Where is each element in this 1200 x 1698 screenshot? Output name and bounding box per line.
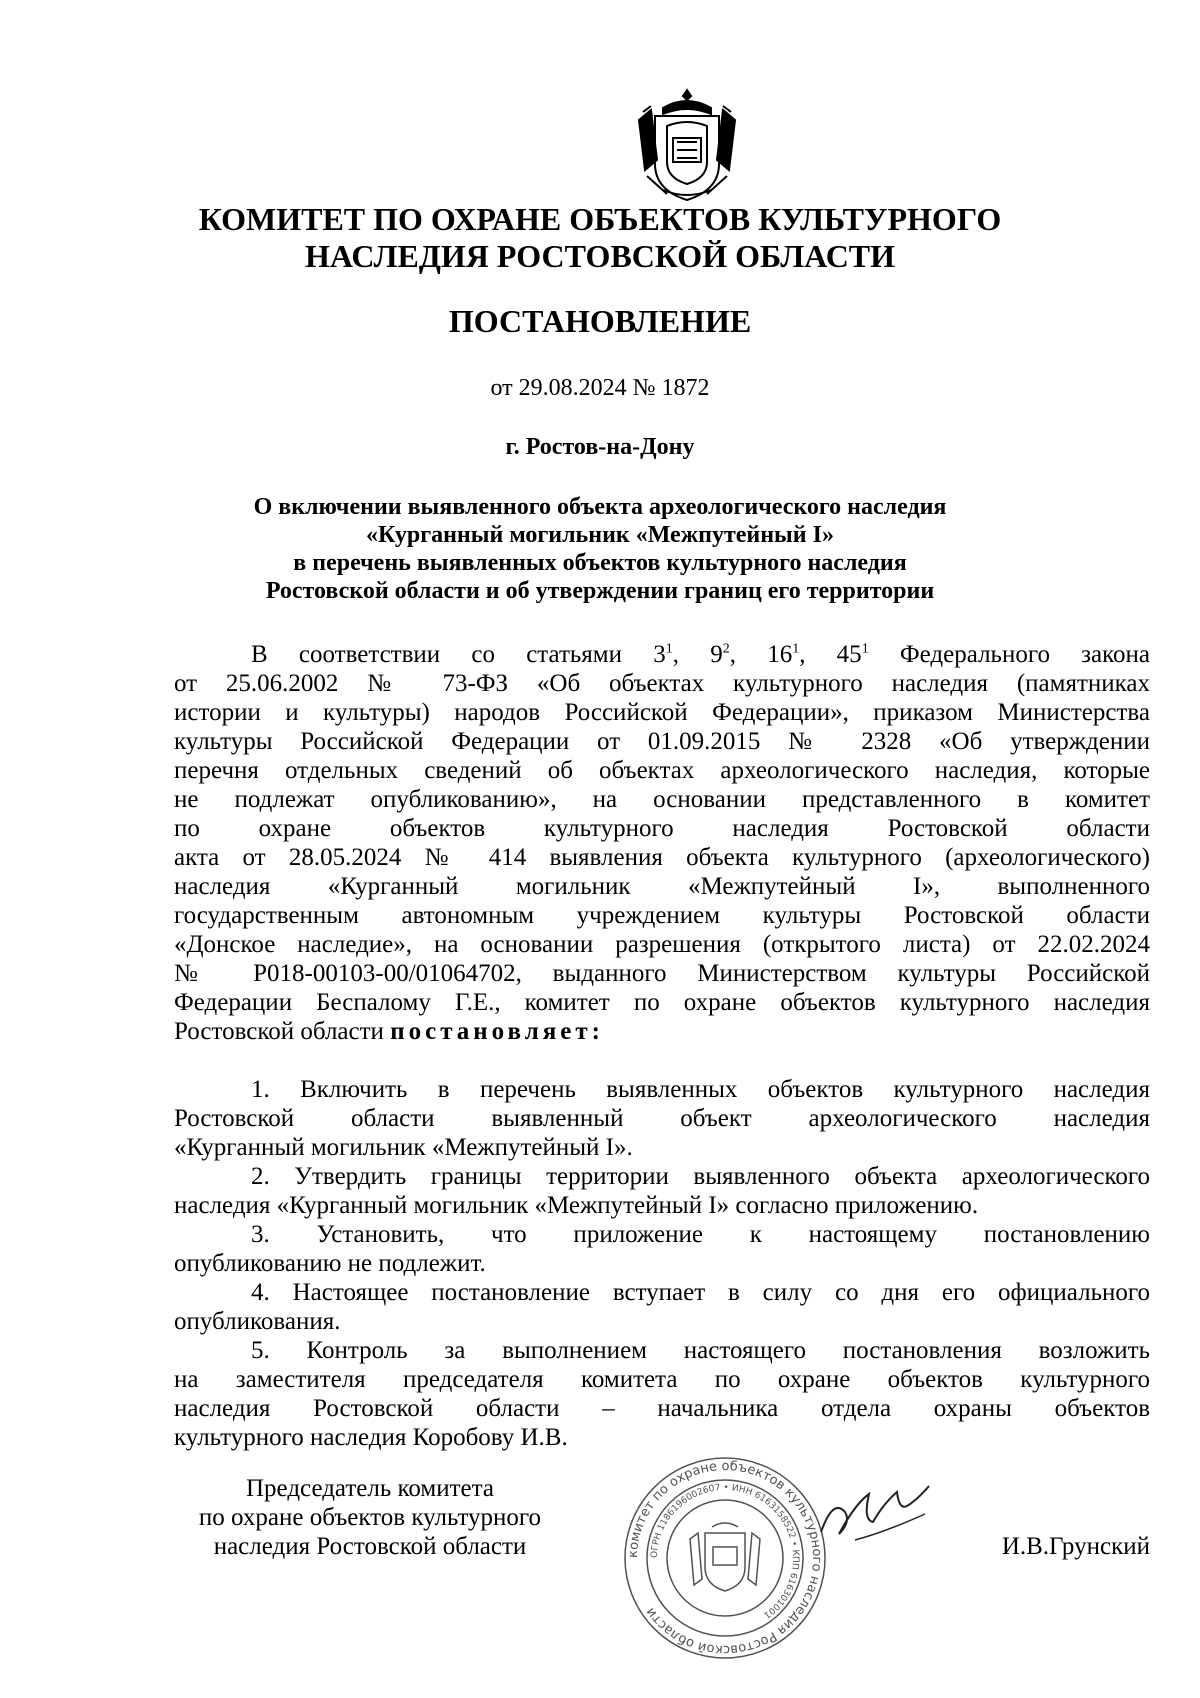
svg-text:ОГРН 1186196002607 • ИНН 61631 [650,1483,800,1620]
preamble-line: истории и культуры) народов Российской Федерации», приказом Министерства [174,699,1150,726]
preamble-line: культуры Российской Федерации от 01.09.2015 № 2328 «Об утверждении [174,728,1150,755]
organization-name-line2: НАСЛЕДИЯ РОСТОВСКОЙ ОБЛАСТИ [304,238,896,274]
preamble-line: № Р018-00103-00/01064702, выданного Министерством культуры Российской [174,960,1150,987]
preamble-line: наследия «Курганный могильник «Межпутейный I», выполненного [174,873,1150,900]
handwritten-signature [815,1470,945,1560]
item-line: 4. Настоящее постановление вступает в силу со дня его официального [251,1279,1150,1306]
signatory-position-line: по охране объектов культурного [198,1504,542,1531]
preamble-text: , 16 [729,641,793,668]
organization-name-line1: КОМИТЕТ ПО ОХРАНЕ ОБЪЕКТОВ КУЛЬТУРНОГО [198,201,1002,237]
preamble-line: государственным автономным учреждением культуры Ростовской области [174,902,1150,929]
preamble-line: «Донское наследие», на основании разрешения (открытого листа) от 22.02.2024 [174,931,1150,958]
preamble-line [251,640,1150,670]
document-title-line: «Курганный могильник «Межпутейный I» [366,522,834,548]
preamble-line: акта от 28.05.2024 № 414 выявления объекта культурного (археологического) [174,844,1150,871]
preamble-text: , 45 [799,641,862,668]
preamble-line: перечня отдельных сведений об объектах археологического наследия, которые [174,757,1150,784]
item-line: опубликованию не подлежит. [174,1250,486,1277]
official-stamp [622,1455,828,1661]
preamble-text: Ростовской области [174,1018,391,1045]
article-superscript: 1 [861,641,869,657]
article-superscript: 1 [665,641,673,657]
document-city: г. Ростов-на-Дону [505,434,695,460]
article-superscript: 2 [722,641,730,657]
preamble-text: , 9 [672,641,723,668]
coat-of-arms-emblem [633,86,741,204]
preamble-line: от 25.06.2002 № 73-ФЗ «Об объектах культурного наследия (памятниках [174,670,1150,697]
preamble-line: не подлежат опубликованию», на основании представленного в комитет [174,786,1150,813]
item-line: «Курганный могильник «Межпутейный I». [174,1134,633,1161]
document-type: ПОСТАНОВЛЕНИЕ [448,303,752,339]
document-date-number: от 29.08.2024 № 1872 [490,375,710,401]
document-title-line: Ростовской области и об утверждении границ его территории [265,578,935,604]
article-superscript: 1 [792,641,800,657]
item-line: наследия «Курганный могильник «Межпутейный I» согласно приложению. [174,1192,979,1219]
preamble-line: по охране объектов культурного наследия Ростовской области [174,815,1150,842]
preamble-line: Федерации Беспалому Г.Е., комитет по охране объектов культурного наследия [174,989,1150,1016]
item-line: наследия Ростовской области – начальника отдела охраны объектов [174,1395,1150,1422]
preamble-text: Федерального закона [868,641,1150,668]
stamp-codes-text: ОГРН 1186196002607 • ИНН 6163158522 • КПП 616301001 [649,1482,801,1620]
stamp-outer-text: комитет по охране объектов культурного наследия Ростовской области [625,1458,825,1658]
signatory-position-line: Председатель комитета [246,1475,494,1502]
item-line: опубликования. [174,1308,341,1335]
item-line: 2. Утвердить границы территории выявленного объекта археологического [251,1163,1150,1190]
item-line: 5. Контроль за выполнением настоящего постановления возложить [251,1337,1150,1364]
preamble-text: В соответствии со статьями 3 [251,641,666,668]
item-line: 3. Установить, что приложение к настоящему постановлению [251,1221,1150,1248]
document-title-line: О включении выявленного объекта археологического наследия [253,494,947,520]
signatory-position-line: наследия Ростовской области [213,1533,527,1560]
preamble-line [174,1017,1150,1047]
item-line: культурного наследия Коробову И.В. [174,1424,568,1451]
resolves-keyword: постановляет: [390,1018,604,1045]
document-title-line: в перечень выявленных объектов культурного наследия [293,550,907,576]
item-line: Ростовской области выявленный объект археологического наследия [174,1105,1150,1132]
item-line: 1. Включить в перечень выявленных объектов культурного наследия [251,1076,1150,1103]
signatory-name: И.В.Грунский [1001,1533,1150,1560]
item-line: на заместителя председателя комитета по охране объектов культурного [174,1366,1150,1393]
